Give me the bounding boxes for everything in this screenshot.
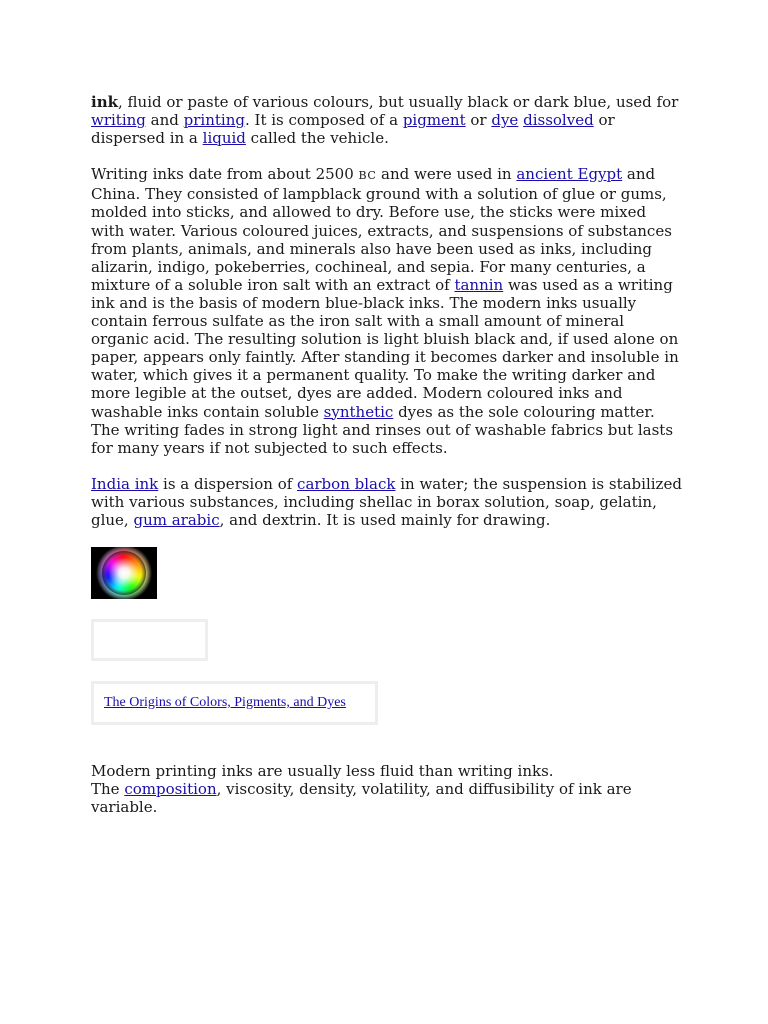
article-body bbox=[91, 93, 683, 834]
empty-media-box bbox=[91, 619, 208, 661]
color-wheel-image[interactable] bbox=[91, 547, 157, 599]
link-composition[interactable]: composition bbox=[124, 780, 217, 799]
link-tannin[interactable]: tannin bbox=[454, 275, 504, 294]
link-gum-arabic[interactable]: gum arabic bbox=[133, 510, 220, 529]
link-ancient-egypt[interactable]: ancient Egypt bbox=[516, 165, 623, 184]
link-dissolved[interactable]: dissolved bbox=[523, 111, 594, 130]
related-media-box bbox=[91, 681, 378, 725]
link-printing[interactable]: printing bbox=[183, 111, 245, 130]
india-ink-paragraph: India ink is a dispersion of carbon black in water; the suspension is stabilized with various substances, including shellac in borax solution, soap, gelatin, glue, gum arabic, and dextrin. It is used mainly for drawing. bbox=[91, 474, 682, 529]
printing-inks-paragraph: Modern printing inks are usually less fluid than writing inks. The composition, viscosity, density, volatility, and diffusibility of ink are variable. bbox=[91, 762, 632, 817]
link-india-ink[interactable]: India ink bbox=[91, 474, 159, 493]
link-carbon-black[interactable]: carbon black bbox=[297, 474, 396, 493]
link-origins-of-colors[interactable]: The Origins of Colors, Pigments, and Dyes bbox=[104, 695, 346, 711]
era-abbrev: BC bbox=[358, 169, 377, 183]
link-dye[interactable]: dye bbox=[491, 111, 519, 130]
link-synthetic[interactable]: synthetic bbox=[323, 402, 394, 421]
link-liquid[interactable]: liquid bbox=[202, 129, 246, 148]
link-writing[interactable]: writing bbox=[91, 111, 146, 130]
headword: ink bbox=[91, 93, 118, 111]
writing-inks-paragraph: Writing inks date from about 2500 BC and were used in ancient Egypt and China. They consisted of lampblack ground with a solution of glue or gums, molded into sticks, and allowed to dry. Before use, the sticks were mixed with water. Various coloured juices, extracts, and suspensions of substances from plants, animals, and minerals also have been used as inks, including alizarin, indigo, pokeberries, cochineal, and sepia. For many centuries, a mixture of a soluble iron salt with an extract of tannin was used as a writing ink and is the basis of modern blue-black inks. The modern inks usually contain ferrous sulfate as the iron salt with a small amount of mineral organic acid. The resulting solution is light bluish black and, if used alone on paper, appears only faintly. After standing it becomes darker and insoluble in water, which gives it a permanent quality. To make the writing darker and more legible at the outset, dyes are added. Modern coloured inks and washable inks contain soluble synthetic dyes as the sole colouring matter. The writing fades in strong light and rinses out of washable fabrics but lasts for many years if not subjected to such effects. bbox=[91, 165, 679, 457]
intro-paragraph: ink, fluid or paste of various colours, but usually black or dark blue, used for writing and printing. It is composed of a pigment or dye dissolved or dispersed in a liquid called the vehicle. bbox=[91, 93, 679, 148]
link-pigment[interactable]: pigment bbox=[402, 111, 466, 130]
